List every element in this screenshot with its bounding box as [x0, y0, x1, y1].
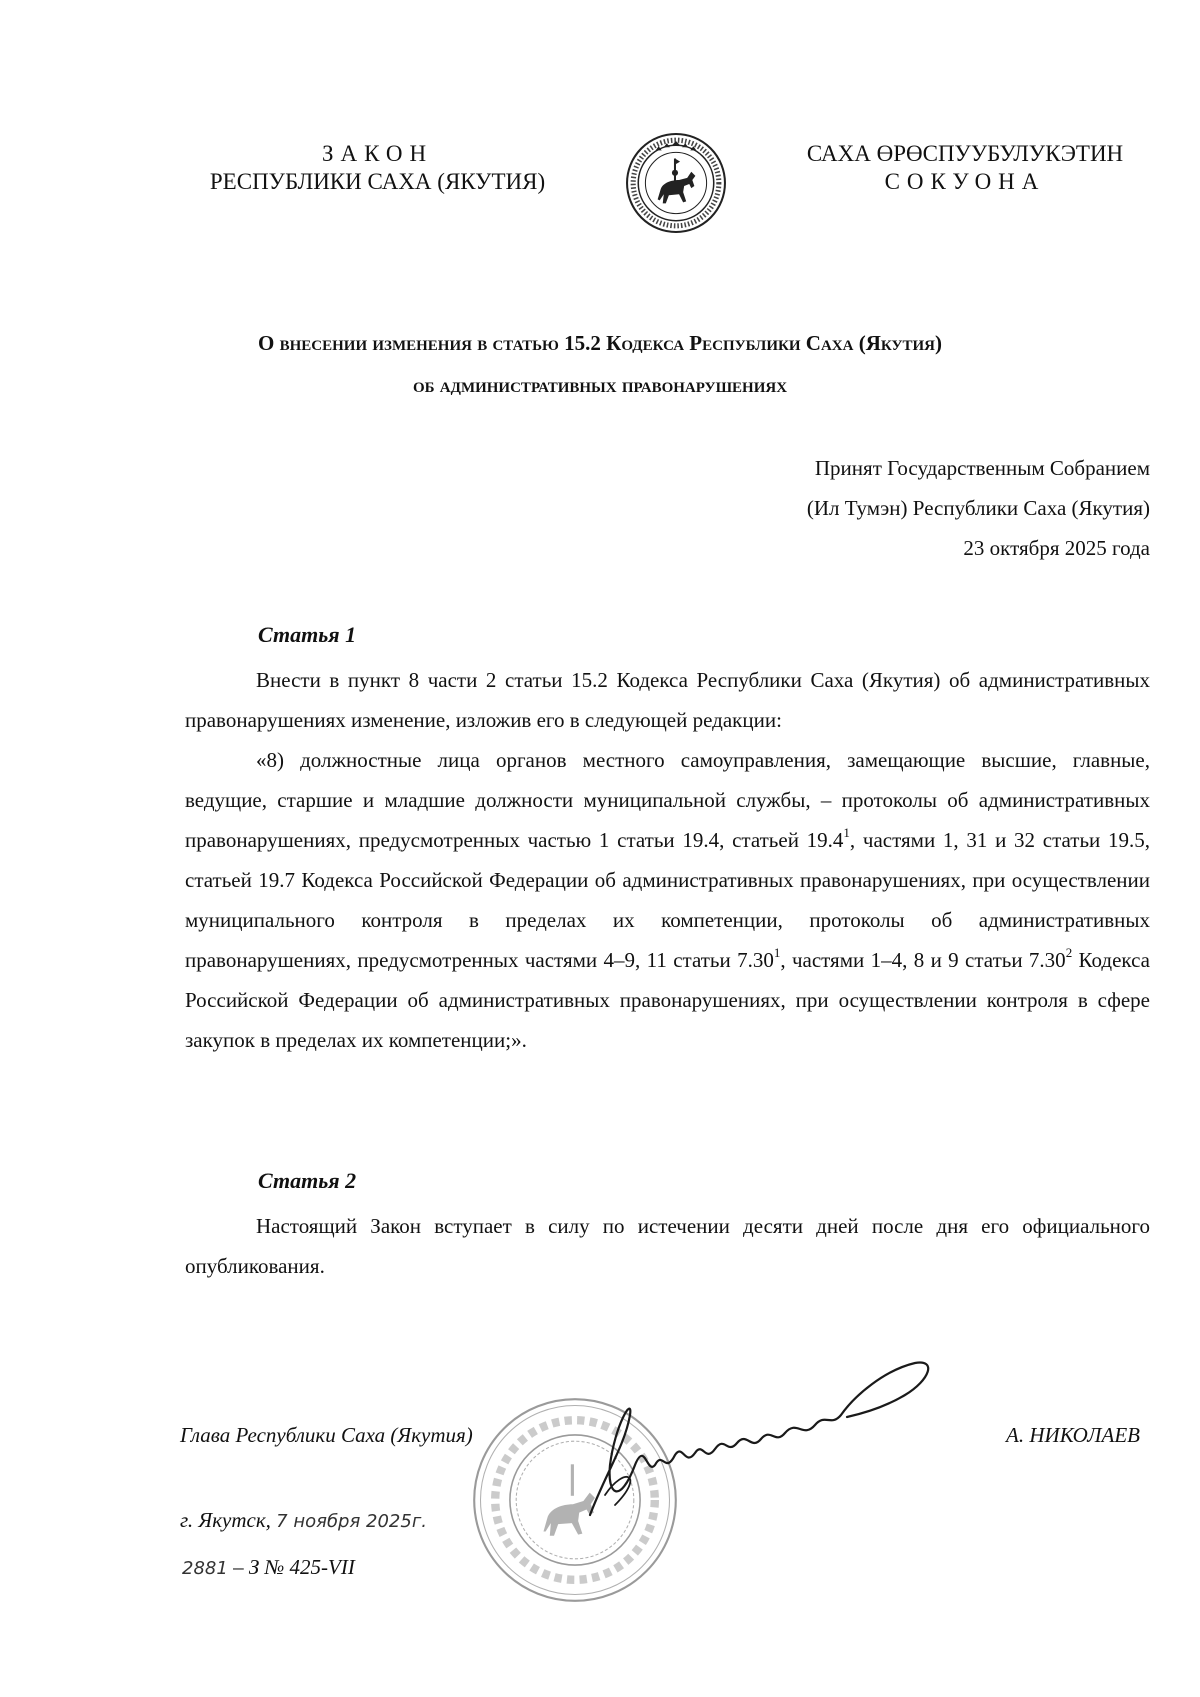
article-1-paragraph-1: Внести в пункт 8 части 2 статьи 15.2 Кодекса Республики Саха (Якутия) об административных правонарушениях изменение, изложив его в следующей редакции: — [185, 668, 1150, 732]
handwritten-date: 7 ноября 2025г. — [276, 1511, 428, 1532]
article-1-body — [185, 660, 1150, 1060]
article-2-heading: Статья 2 — [258, 1168, 357, 1193]
superscript: 1 — [843, 825, 850, 840]
article-1-text-a: «8) должностные лица органов местного самоуправления, замещающие высшие, главные, ведущие, старшие и младшие должности муниципальной службы, – протоколы об административных правонарушениях, предусмотренных частью 1 статьи 19.4, статьей 19.4 — [185, 748, 1150, 852]
printed-number: – З № 425-VII — [233, 1555, 355, 1579]
header-right-line1: САХА ӨРӨСПУУБУЛУКЭТИН — [806, 141, 1124, 166]
handwritten-number: 2881 — [182, 1558, 228, 1579]
superscript: 2 — [1065, 945, 1073, 960]
article-1-heading: Статья 1 — [258, 622, 357, 647]
adoption-line2: (Ил Тумэн) Республики Саха (Якутия) — [806, 496, 1150, 520]
article-1-text-b: , частями 1, 31 и 32 статьи 19.5, статьей 19.7 Кодекса Российской Федерации об административных правонарушениях, при осуществлении муниципального контроля в пределах их компетенции, протоколы об административных правонарушениях, предусмотренных частями 4–9, 11 статьи 7.30 — [185, 828, 1150, 972]
article-1-paragraph-2 — [185, 740, 1150, 1060]
adoption-date: 23 октября 2025 года — [963, 536, 1150, 560]
header-right — [780, 140, 1150, 196]
superscript: 1 — [773, 945, 781, 960]
adoption-line1: Принят Государственным Собранием — [814, 456, 1150, 480]
law-number — [182, 1555, 355, 1580]
article-1-text-d: Кодекса Российской Федерации об административных правонарушениях, при осуществлении контроля в сфере закупок в пределах их компетенции;». — [185, 948, 1150, 1052]
article-2-body — [185, 1206, 1150, 1286]
law-title — [120, 322, 1080, 406]
handwritten-signature — [585, 1355, 940, 1530]
coat-of-arms-emblem — [625, 132, 727, 234]
article-1-text-c: , частями 1–4, 8 и 9 статьи 7.30 — [780, 948, 1066, 972]
signatory-title: Глава Республики Саха (Якутия) — [180, 1423, 473, 1447]
header-left-line2: РЕСПУБЛИКИ САХА (ЯКУТИЯ) — [209, 169, 546, 194]
law-title-line1: О внесении изменения в статью 15.2 Кодекса Республики Саха (Якутия) — [258, 331, 942, 355]
header-left — [205, 140, 550, 196]
article-2-paragraph-1: Настоящий Закон вступает в силу по истечении десяти дней после дня его официального опубликования. — [185, 1214, 1150, 1278]
place-and-date — [180, 1508, 427, 1533]
signatory-name: А. НИКОЛАЕВ — [1006, 1423, 1140, 1447]
adoption-block — [650, 448, 1150, 568]
law-title-line2: об административных правонарушениях — [412, 373, 788, 397]
header-left-line1: ЗАКОН — [321, 141, 434, 166]
city: г. Якутск, — [180, 1508, 271, 1532]
header-right-line2: СОКУОНА — [884, 169, 1046, 194]
